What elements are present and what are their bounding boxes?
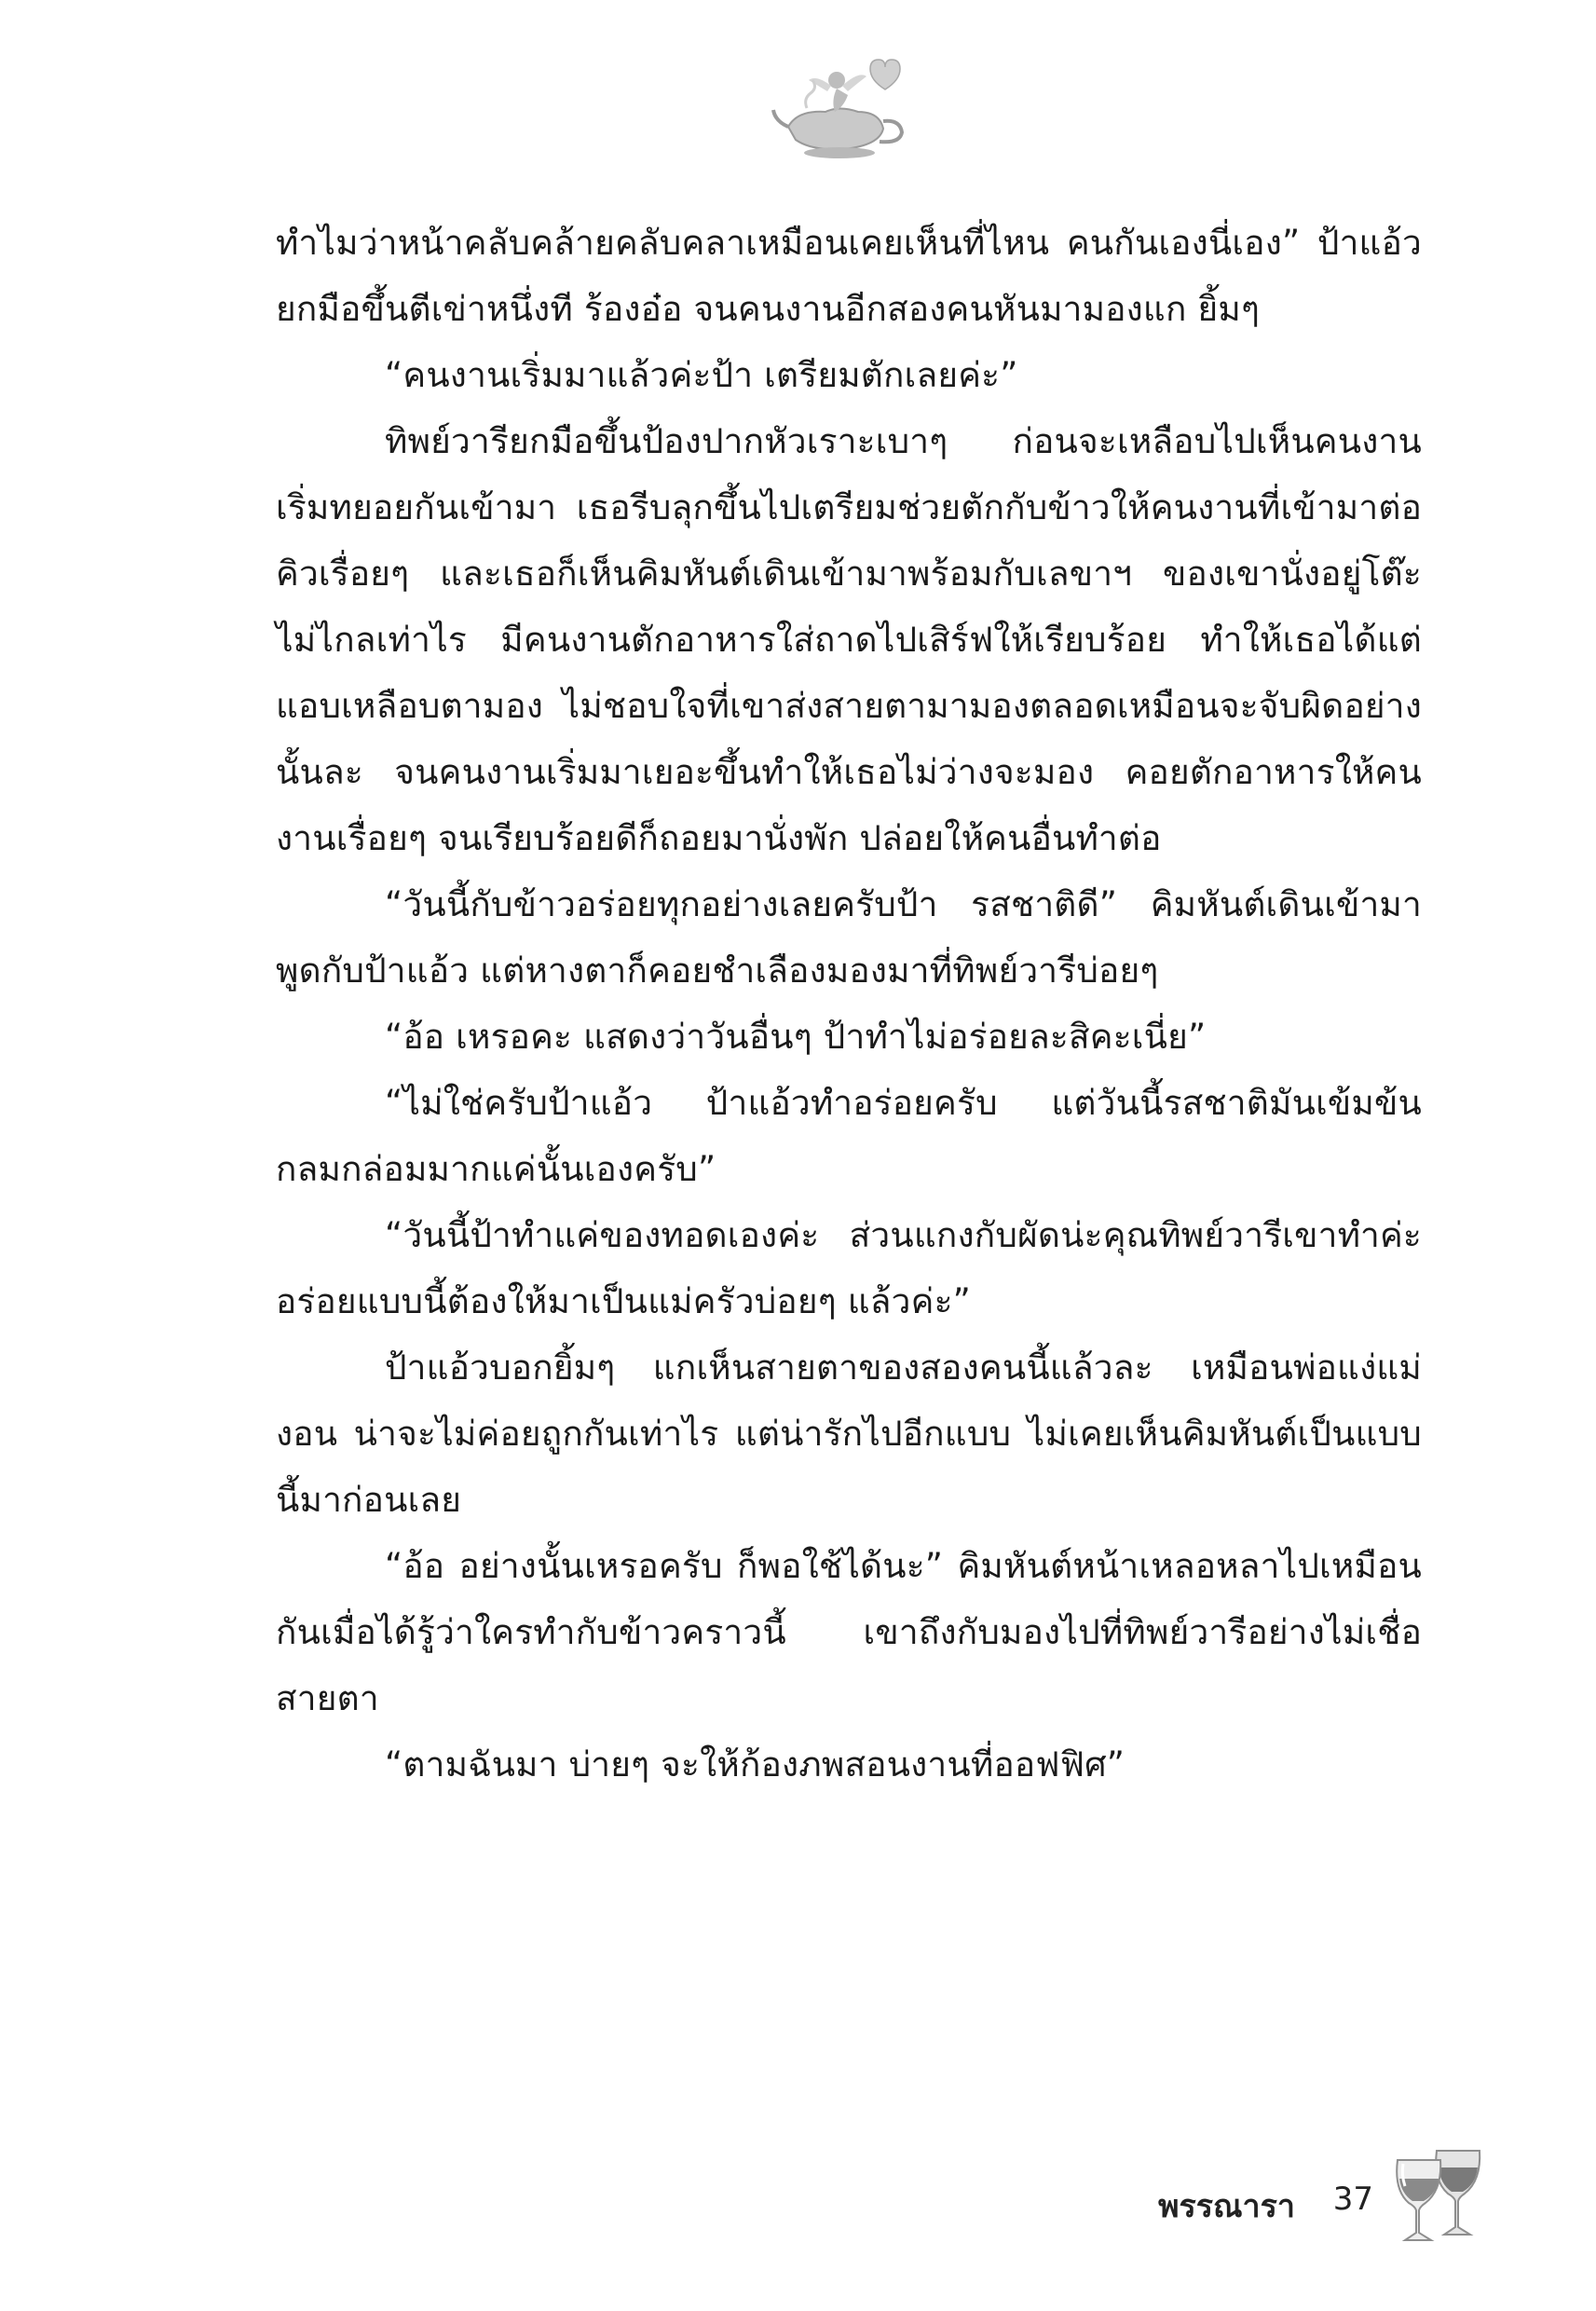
paragraph: “อ้อ อย่างนั้นเหรอครับ ก็พอใช้ได้นะ” คิมหันต์หน้าเหลอหลาไปเหมือนกันเมื่อได้รู้ว่าใครทำกับข้าวคราวนี้ เขาถึงกับมองไปที่ทิพย์วารีอย่างไม่เชื่อสายตา bbox=[276, 1546, 1422, 1718]
page-footer bbox=[1099, 2143, 1509, 2246]
book-title: พรรณารา bbox=[1158, 2188, 1295, 2225]
story-text bbox=[276, 210, 1422, 1798]
teapot-cupid-icon bbox=[770, 54, 909, 166]
wine-glasses-icon bbox=[1390, 2143, 1493, 2246]
paragraph: ทำไมว่าหน้าคลับคล้ายคลับคลาเหมือนเคยเห็นที่ไหน คนกันเองนี่เอง” ป้าแอ้วยกมือขึ้นตีเข่าหนึ่งที ร้องอ๋อ จนคนงานอีกสองคนหันมามองแก ยิ้มๆ bbox=[276, 223, 1422, 329]
paragraph: “วันนี้ป้าทำแค่ของทอดเองค่ะ ส่วนแกงกับผัดน่ะคุณทิพย์วารีเขาทำค่ะ อร่อยแบบนี้ต้องให้มาเป็นแม่ครัวบ่อยๆ แล้วค่ะ” bbox=[276, 1215, 1422, 1321]
paragraph: “วันนี้กับข้าวอร่อยทุกอย่างเลยครับป้า รสชาติดี” คิมหันต์เดินเข้ามาพูดกับป้าแอ้ว แต่หางตาก็คอยชำเลืองมองมาที่ทิพย์วารีบ่อยๆ bbox=[276, 884, 1422, 991]
paragraph: “ไม่ใช่ครับป้าแอ้ว ป้าแอ้วทำอร่อยครับ แต่วันนี้รสชาติมันเข้มข้นกลมกล่อมมากแค่นั้นเองครับ” bbox=[276, 1083, 1422, 1189]
paragraph: “อ้อ เหรอคะ แสดงว่าวันอื่นๆ ป้าทำไม่อร่อยละสิคะเนี่ย” bbox=[385, 1017, 1207, 1057]
paragraph: “ตามฉันมา บ่ายๆ จะให้ก้องภพสอนงานที่ออฟฟิศ” bbox=[385, 1744, 1125, 1785]
paragraph: ป้าแอ้วบอกยิ้มๆ แกเห็นสายตาของสองคนนี้แล้วละ เหมือนพ่อแง่แม่งอน น่าจะไม่ค่อยถูกกันเท่าไร แต่น่ารักไปอีกแบบ ไม่เคยเห็นคิมหันต์เป็นแบบนี้มาก่อนเลย bbox=[276, 1347, 1422, 1520]
page-number: 37 bbox=[1332, 2181, 1373, 2218]
paragraph: ทิพย์วารียกมือขึ้นป้องปากหัวเราะเบาๆ ก่อนจะเหลือบไปเห็นคนงานเริ่มทยอยกันเข้ามา เธอรีบลุกขึ้นไปเตรียมช่วยตักกับข้าวให้คนงานที่เข้ามาต่อคิวเรื่อยๆ และเธอก็เห็นคิมหันต์เดินเข้ามาพร้อมกับเลขาฯ ของเขานั่งอยู่โต๊ะไม่ไกลเท่าไร มีคนงานตักอาหารใส่ถาดไปเสิร์ฟให้เรียบร้อย ทำให้เธอได้แต่แอบเหลือบตามอง ไม่ชอบใจที่เขาส่งสายตามามองตลอดเหมือนจะจับผิดอย่างนั้นละ จนคนงานเริ่มมาเยอะขึ้นทำให้เธอไม่ว่างจะมอง คอยตักอาหารให้คนงานเรื่อยๆ จนเรียบร้อยดีก็ถอยมานั่งพัก ปล่อยให้คนอื่นทำต่อ bbox=[276, 421, 1422, 858]
paragraph: “คนงานเริ่มมาแล้วค่ะป้า เตรียมตักเลยค่ะ” bbox=[385, 355, 1018, 395]
